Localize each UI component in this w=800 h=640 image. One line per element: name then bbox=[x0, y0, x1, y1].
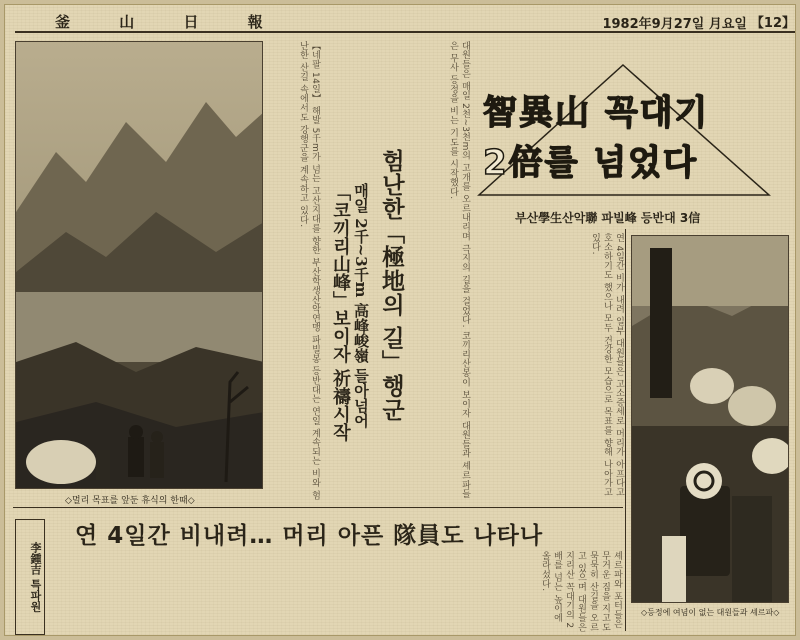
kicker-line: 부산學生산악聯 파빌峰 등반대 3信 bbox=[515, 211, 701, 225]
article-column: 셰르파와 포터들은 무거운 짐을 지고도 묵묵히 산길을 오르고 있으며 대원들은 지리산 꼭대기의 2배를 넘는 높이에 올라섰다. bbox=[540, 551, 622, 632]
page-number: 【12】 bbox=[750, 16, 795, 31]
main-headline: 험난한「極地의 길」행군 bbox=[378, 149, 405, 423]
sherpa-climbers-image bbox=[632, 236, 789, 603]
sub-headline-2: 「코끼리山峰」보이자 祈禱시작 bbox=[330, 183, 351, 442]
article-column: 연 4일간 비가 내려 일부 대원들은 고소증세로 머리가 아프다고 호소하기도 했으나 모두 건강한 모습으로 목표를 향해 나아가고 있다. bbox=[590, 233, 624, 497]
article-column: 【네팔 14일】 해발 5千m가 넘는 고산지대를 향한 부산학생산악연맹 파빌봉 등반대는 연일 계속되는 비와 험난한 산길 속에서도 강행군을 계속하고 있다. bbox=[298, 41, 320, 500]
right-photo-caption: ◇등정에 여념이 없는 대원들과 셰르파◇ bbox=[641, 608, 780, 617]
newspaper-page bbox=[4, 4, 796, 636]
article-column: 대원들은 매일 2천~3천m의 고개를 오르내리며 극지의 길을 걸었다. 코끼리산봉이 보이자 대원들과 셰르파들은 무사 등정을 비는 기도를 시작했다. bbox=[448, 41, 470, 499]
dateline: 1982年9月27일 月요일 bbox=[602, 17, 747, 32]
title-line-1: 智異山 꼭대기 bbox=[483, 93, 710, 133]
title-line-2: 2倍를 넘었다 bbox=[483, 143, 698, 183]
bottom-headline: 연 4일간 비내려… 머리 아픈 隊員도 나타나 bbox=[75, 523, 544, 549]
divider bbox=[625, 229, 626, 631]
newspaper-name: 釜 山 日 報 bbox=[55, 13, 285, 31]
divider bbox=[13, 507, 623, 508]
byline: 李鍾吉 특파원 bbox=[15, 519, 45, 635]
masthead bbox=[15, 11, 795, 33]
right-photo bbox=[631, 235, 789, 603]
left-photo-caption: ◇멀리 목표를 앞둔 휴식의 한때◇ bbox=[65, 496, 195, 506]
left-photo bbox=[15, 41, 263, 489]
mountain-landscape-image bbox=[16, 42, 263, 489]
sub-headline-1: 매일 2千~3千m 高峰峻嶺 들아넘어 bbox=[352, 183, 370, 428]
title-block bbox=[473, 61, 783, 201]
